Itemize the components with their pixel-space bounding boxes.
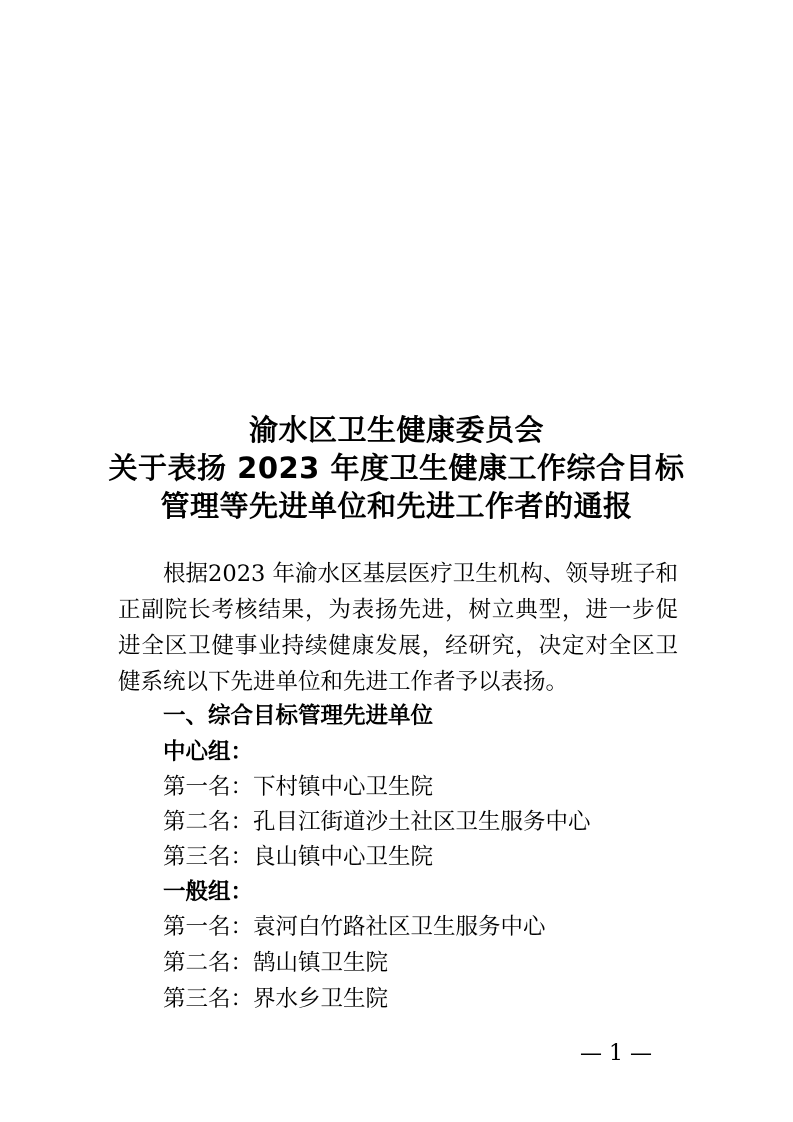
- page-number: — 1 —: [580, 1041, 652, 1066]
- group-label-general: 一般组：: [163, 879, 254, 905]
- document-title-line-3: 管理等先进单位和先进工作者的通报: [160, 489, 633, 523]
- group-label-center: 中心组：: [163, 739, 254, 765]
- intro-paragraph: 根据2023 年渝水区基层医疗卫生机构、领导班子和正副院长考核结果，为表扬先进，树立典型，进一步促进全区卫健事业持续健康发展，经研究，决定对全区卫健系统以下先进单位和先进工作者予以表扬。: [118, 561, 678, 695]
- list-item: 第一名：袁河白竹路社区卫生服务中心: [163, 914, 546, 940]
- document-title-line-2: 关于表扬 2023 年度卫生健康工作综合目标: [108, 451, 685, 485]
- list-item: 第三名：良山镇中心卫生院: [163, 844, 434, 870]
- document-title-line-1: 渝水区卫生健康委员会: [248, 413, 544, 447]
- list-item: 第二名：孔目江街道沙土社区卫生服务中心: [163, 809, 591, 835]
- section-heading: 一、综合目标管理先进单位: [163, 703, 434, 729]
- list-item: 第三名：界水乡卫生院: [163, 986, 389, 1012]
- list-item: 第一名：下村镇中心卫生院: [163, 774, 434, 800]
- list-item: 第二名：鹄山镇卫生院: [163, 950, 389, 976]
